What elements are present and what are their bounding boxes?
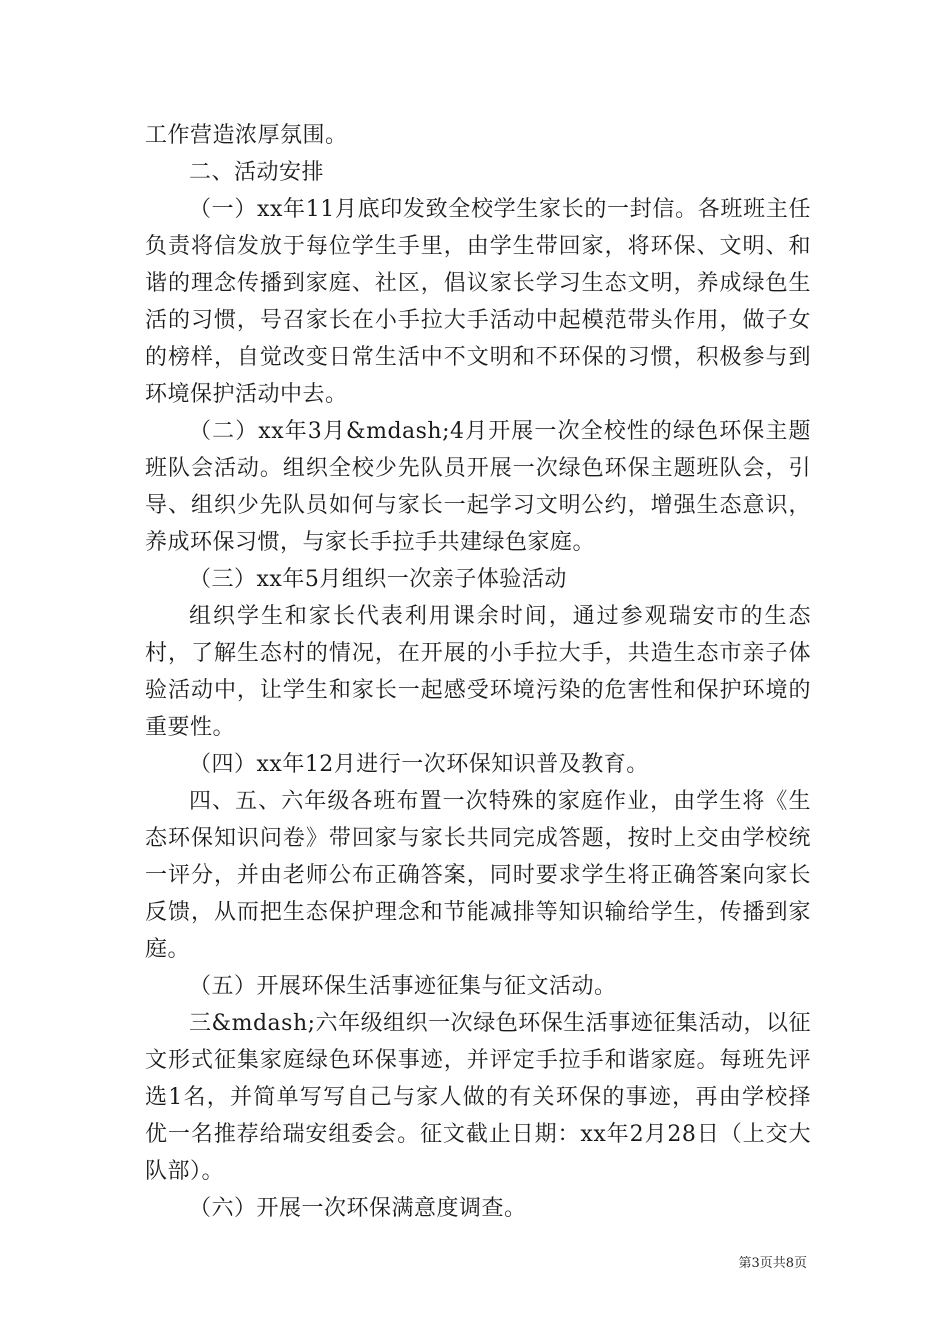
paragraph: 三&mdash;六年级组织一次绿色环保生活事迹征集活动，以征文形式征集家庭绿色环保事迹，并评定手拉手和谐家庭。每班先评选1名，并简单写写自己与家人做的有关环保的事迹，再由学校择优一名推荐给瑞安组委会。征文截止日期：xx年2月28日（上交大队部）。 [145,1011,811,1184]
paragraph: （五）开展环保生活事迹征集与征文活动。 [189,974,617,999]
page-number: 第3页共8页 [738,1256,807,1271]
paragraph: 工作营造浓厚氛围。 [145,123,348,148]
paragraph: （一）xx年11月底印发致全校学生家长的一封信。各班班主任负责将信发放于每位学生手里，由学生带回家，将环保、文明、和谐的理念传播到家庭、社区，倡议家长学习生态文明，养成绿色生活的习惯，号召家长在小手拉大手活动中起模范带头作用，做子女的榜样，自觉改变日常生活中不文明和不环保的习惯，积极参与到环境保护活动中去。 [145,197,811,407]
document-body [145,117,811,1227]
paragraph: （二）xx年3月&mdash;4月开展一次全校性的绿色环保主题班队会活动。组织全校少先队员开展一次绿色环保主题班队会，引导、组织少先队员如何与家长一起学习文明公约，增强生态意识，养成环保习惯，与家长手拉手共建绿色家庭。 [145,419,811,555]
paragraph: （六）开展一次环保满意度调查。 [189,1196,527,1221]
section-heading: 二、活动安排 [189,160,325,185]
paragraph: （三）xx年5月组织一次亲子体验活动 [189,567,567,592]
paragraph: 四、五、六年级各班布置一次特殊的家庭作业，由学生将《生态环保知识问卷》带回家与家长共同完成答题，按时上交由学校统一评分，并由老师公布正确答案，同时要求学生将正确答案向家长反馈，从而把生态保护理念和节能减排等知识输给学生，传播到家庭。 [145,789,811,962]
paragraph: 组织学生和家长代表利用课余时间，通过参观瑞安市的生态村，了解生态村的情况，在开展的小手拉大手，共造生态市亲子体验活动中，让学生和家长一起感受环境污染的危害性和保护环境的重要性。 [145,604,811,740]
paragraph: （四）xx年12月进行一次环保知识普及教育。 [189,752,649,777]
